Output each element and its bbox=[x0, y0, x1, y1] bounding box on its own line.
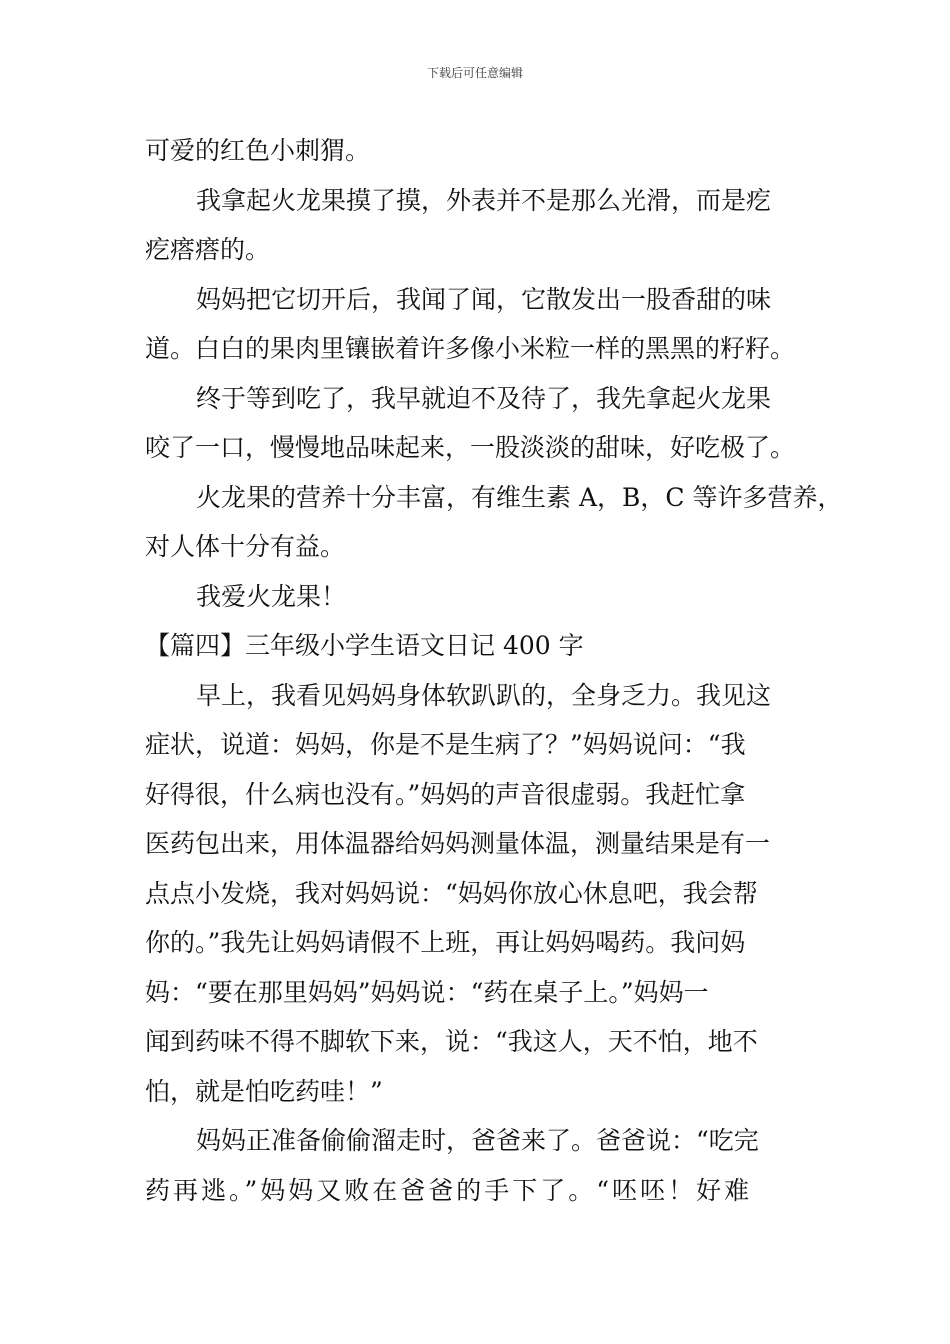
document-body bbox=[145, 126, 843, 1215]
text-line: 医药包出来，用体温器给妈妈测量体温，测量结果是有一 bbox=[145, 829, 771, 858]
text-line: 闻到药味不得不脚软下来，说：“我这人，天不怕，地不 bbox=[145, 1027, 758, 1056]
text-line: 妈妈正准备偷偷溜走时，爸爸来了。爸爸说：“吃完 bbox=[196, 1126, 759, 1155]
text-line: 可爱的红色小刺猬。 bbox=[145, 136, 371, 165]
text-line: 好得很，什么病也没有。”妈妈的声音很虚弱。我赶忙拿 bbox=[145, 779, 746, 809]
text-line: 咬了一口，慢慢地品味起来，一股淡淡的甜味，好吃极了。 bbox=[145, 433, 796, 462]
text-line: 我拿起火龙果摸了摸，外表并不是那么光滑，而是疙 bbox=[196, 185, 772, 215]
text-line: 药再逃。”妈妈又败在爸爸的手下了。“呸呸！好难 bbox=[145, 1175, 753, 1205]
text-line: 你的。”我先让妈妈请假不上班，再让妈妈喝药。我问妈 bbox=[145, 928, 746, 957]
text-line: 怕，就是怕吃药哇！” bbox=[145, 1076, 383, 1106]
text-line: 妈妈把它切开后，我闻了闻，它散发出一股香甜的味 bbox=[196, 284, 772, 314]
page-header: 下载后可任意编辑 bbox=[426, 66, 523, 80]
text-line: 我爱火龙果！ bbox=[196, 581, 347, 611]
text-line: 终于等到吃了，我早就迫不及待了，我先拿起火龙果 bbox=[196, 383, 772, 413]
text-line: 妈：“要在那里妈妈”妈妈说：“药在桌子上。”妈妈一 bbox=[145, 977, 709, 1007]
text-line: 早上，我看见妈妈身体软趴趴的，全身乏力。我见这 bbox=[196, 680, 772, 710]
text-line: 对人体十分有益。 bbox=[145, 532, 346, 561]
text-line: 道。白白的果肉里镶嵌着许多像小米粒一样的黑黑的籽籽。 bbox=[145, 334, 796, 363]
text-line: 症状，说道：妈妈，你是不是生病了？”妈妈说问：“我 bbox=[145, 730, 746, 759]
text-line: 疙瘩瘩的。 bbox=[145, 235, 271, 264]
text-line: 火龙果的营养十分丰富，有维生素 A，B，C 等许多营养， bbox=[196, 482, 843, 512]
section-heading: 【篇四】三年级小学生语文日记 400 字 bbox=[145, 631, 584, 660]
text-line: 点点小发烧，我对妈妈说：“妈妈你放心休息吧，我会帮 bbox=[145, 878, 758, 908]
